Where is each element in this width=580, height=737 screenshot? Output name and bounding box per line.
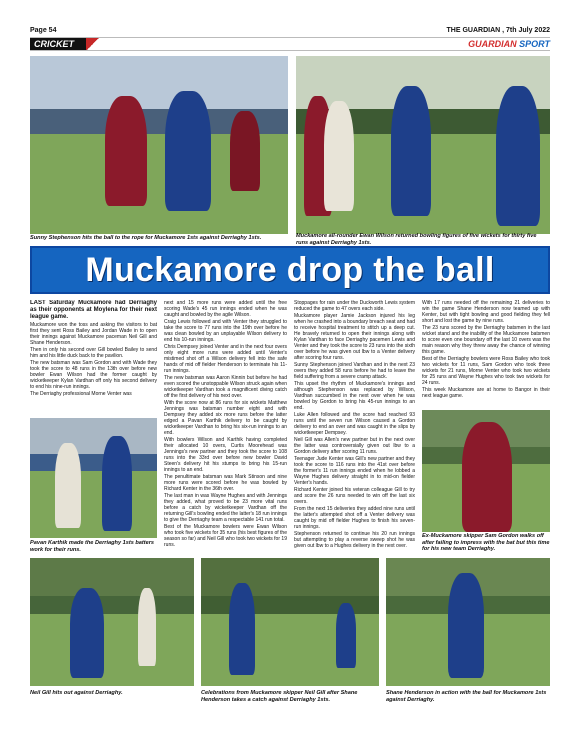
photo-celebrations	[201, 558, 379, 686]
caption-mid-left: Pavan Karthik made the Derriaghy 1sts batters work for their runs.	[30, 540, 155, 553]
article-paragraph: The Derriaghy professional Morne Venter was	[30, 391, 132, 397]
article-paragraph: Muckamore won the toss and asking the visitors to bat first they sent Ross Bailey and Jordan Wade in to open their innings against Muckamore paceman Neil Gill and Shane Henderson.	[30, 322, 157, 346]
masthead-date: THE GUARDIAN , 7th July 2022	[446, 26, 550, 34]
article-paragraph: Best of the Derriaghy bowlers were Ross Bailey who took two wickets for 11 runs, Sam Gordon who took three wickets for 21 runs, Morne Venter who took two wickets for 25 runs and Wayne Hughes who took two wickets for 24 runs.	[422, 356, 550, 386]
headline: Muckamore drop the ball	[85, 251, 495, 289]
caption-top-left: Sunny Stephenson hits the ball to the rope for Muckamore 1sts against Derriaghy 1sts.	[30, 235, 262, 241]
article-column-4	[422, 300, 550, 405]
article-paragraph: This week Muckamore are at home to Bangor in their next league game.	[422, 387, 550, 399]
caption-bottom-mid: Celebrations from Muckamore skipper Neil Gill after Shane Henderson takes a catch against Derriaghy 1sts.	[201, 690, 358, 703]
article-paragraph: The last man in was Wayne Hughes and with Jennings they added, what proved to be 23 more vital runs before a catch by wicketkeeper Vardhan off the returning Gill's bowling ended the latter's 18 run innings to give the Derriaghy team a respectable 141 run total.	[164, 493, 287, 523]
section-label: CRICKET	[30, 38, 100, 50]
photo-neil-gill	[30, 558, 194, 686]
article-paragraph: Stoppages for rain under the Duckworth Lewis system reduced the game to 47 overs each side.	[294, 300, 415, 312]
article-paragraph: The new batsman was Sam Gordon and with Wade they took the score to 48 runs in the 13th over before new bowler Ewan Wilson had the former caught by wicketkeeper Kylan Vardhan off only his second delivery to end his nine-run innings.	[30, 360, 157, 390]
photo-sam-gordon	[422, 410, 550, 532]
article-paragraph: The penultimate batsman was Mark Stinson and nine more runs were scored before he was bowled by Richard Kenter in the 36th over.	[164, 474, 287, 492]
article-paragraph: Best of the Muckamore bowlers were Ewan Wilson who took five wickets for 35 runs (his best figures of the season so far) and Neil Gill who took two wickets for 19 runs.	[164, 524, 287, 548]
caption-bottom-left: Neil Gill hits out against Derriaghy.	[30, 690, 123, 696]
article-paragraph: The new batsman was Aaron Kinnin but before he had even scored the unstoppable Wilson struck again when wicketkeeper Vardhan took a magnificent diving catch off the first delivery of his next over.	[164, 375, 287, 399]
brand-logo: GUARDIAN SPORT	[468, 39, 550, 49]
article-paragraph: Craig Lewis followed and with Venter they struggled to take the score to 77 runs into the 19th over before he was clean bowled by an unplayable Wilson delivery to end his 10-run innings.	[164, 319, 287, 343]
photo-pavan-karthik	[30, 418, 157, 538]
article-paragraph: With bowlers Wilson and Karthik having completed their allocated 10 overs, Curtis Moorehead was Jennings's new partner and they took the score to 108 runs into the 33rd over before new bowler David Steen's delivery hit his stumps to bring his 15-run innings to an end.	[164, 437, 287, 473]
article-column-1	[30, 300, 157, 412]
article-paragraph: Muckamore player Jamie Jackson injured his leg when he crashed into a boundary breach seat and had to receive hospital treatment to stitch up a deep cut. He bravely returned to open their innings along with Kylan Vardhan to face Derriaghy pacemen Lewis and Venter and they took the score to 23 runs into the sixth over before he was given out lbw to a Venter delivery after scoring four runs.	[294, 313, 415, 361]
flag-icon	[86, 38, 100, 50]
article-paragraph: From the next 15 deliveries they added nine runs until the latter's attempted shot off a Venter delivery was caught by mid off fielder Hughes to finish his seven-run innings.	[294, 506, 415, 530]
article-paragraph: Then in only his second over Gill bowled Bailey to send him and his little duck back to the pavilion.	[30, 347, 157, 359]
article-paragraph: next and 15 more runs were added until the free scoring Wade's 45 run innings ended when he was caught and bowled by the agile Wilson.	[164, 300, 287, 318]
article-paragraph: Richard Kenter joined his veteran colleague Gill to try and score the 26 runs needed to win off the last six overs.	[294, 487, 415, 505]
article-lead: LAST Saturday Muckamore had Derriaghy as their opponents at Moylena for their next league game.	[30, 300, 157, 320]
article-paragraph: Sunny Stephenson joined Vardhan and in the next 23 overs they added 58 runs before he had to leave the field suffering from a severe cramp attack.	[294, 362, 415, 380]
top-bar	[30, 24, 550, 36]
photo-shane-henderson	[386, 558, 550, 686]
caption-mid-right: Ex-Muckamore skipper Sam Gordon walks off after failing to impress with the bat but this time for his new team Derriaghy.	[422, 533, 550, 553]
article-paragraph: Chris Dempsey joined Venter and in the next four overs only eight more runs were added until Venter's mistimed shot off a Wilson delivery fell into the safe hands of mid off fielder Henderson to terminate his 11-run innings.	[164, 344, 287, 374]
article-paragraph: Neil Gill was Allen's new partner but in the next over the latter was controversially given out lbw to a Gordon delivery after scoring 11 runs.	[294, 437, 415, 455]
article-paragraph: With the score now at 86 runs for six wickets Matthew Jennings was batsman number eight and with Dempsey they added six more runs before the latter edged a Pavan Karthik delivery to be caught by wicketkeeper Vardhan to bring his six-run innings to an end.	[164, 400, 287, 436]
article-paragraph: Luke Allen followed and the score had reached 93 runs until the seven run Wilson caused a Gordon delivery to end an over and was caught in the slips by wicketkeeper Dempsey.	[294, 412, 415, 436]
caption-top-right: Muckamore all-rounder Ewan Wilson returned bowling figures of five wickets for thirty five runs against Derriaghy 1sts.	[296, 233, 537, 246]
article-paragraph: Teenager Jude Kenter was Gill's new partner and they took the score to 116 runs into the 41st over before the former's 11 run innings ended when he lobbed a Wayne Hughes delivery straight in to mid-on fielder Venter's hands.	[294, 456, 415, 486]
article-paragraph: This upset the rhythm of Muckamore's innings and although Stephenson was replaced by Wilson, Vardhan succumbed in the next over when he was bowled by Gordon to bring his 45-run innings to an end.	[294, 381, 415, 411]
article-paragraph: With 17 runs needed off the remaining 21 deliveries to win the game Shane Henderson now teamed up with Kenter, but with tight bowling and good fielding they fell short and lost the game by nine runs.	[422, 300, 550, 324]
page-number: Page 54	[30, 26, 57, 34]
article-column-3	[294, 300, 415, 552]
article-column-2	[164, 300, 287, 552]
article-paragraph: Stephenson returned to continue his 20 run innings but attempting to play a reverse sweep shot he was given out lbw to a Hughes delivery in the next over.	[294, 531, 415, 549]
photo-batsman	[30, 56, 288, 234]
article-paragraph: The 23 runs scored by the Derriaghy batsmen in the last wicket stand and the inability of the Muckamore batsmen to score even one boundary off the last 10 overs was the main reason why they threw away the chance of winning this game.	[422, 325, 550, 355]
photo-bowler	[296, 56, 550, 234]
caption-bottom-right: Shane Henderson in action with the ball for Muckamore 1sts against Derriaghy.	[386, 690, 547, 703]
